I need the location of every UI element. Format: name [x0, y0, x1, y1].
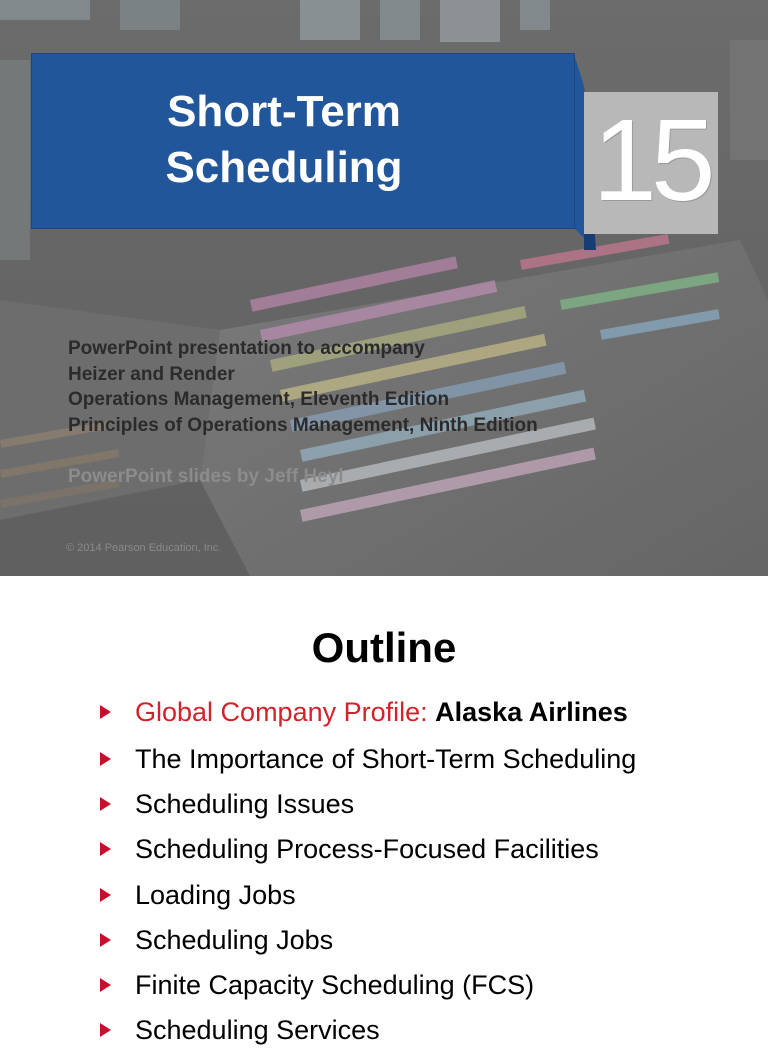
outline-item-text: Scheduling Services [135, 1015, 380, 1045]
triangle-bullet-icon [100, 1023, 111, 1037]
outline-item-text: Alaska Airlines [435, 697, 628, 727]
outline-item-text: The Importance of Short-Term Scheduling [135, 744, 637, 774]
slides-credit: PowerPoint slides by Jeff Heyl [68, 466, 344, 487]
outline-item-text: Scheduling Jobs [135, 925, 334, 955]
subtitle-line: Operations Management, Eleventh Edition [68, 389, 450, 410]
triangle-bullet-icon [100, 978, 111, 992]
triangle-bullet-icon [100, 752, 111, 766]
chapter-number-box [584, 92, 718, 234]
outline-slide [0, 576, 768, 1045]
copyright-notice: © 2014 Pearson Education, Inc. [66, 542, 222, 554]
outline-item-text: Loading Jobs [135, 880, 296, 910]
triangle-bullet-icon [100, 888, 111, 902]
outline-item-text: Scheduling Process-Focused Facilities [135, 834, 599, 864]
subtitle-line: Principles of Operations Management, Ninth Edition [68, 414, 538, 436]
triangle-bullet-icon [100, 797, 111, 811]
chapter-number: 15 [592, 95, 710, 225]
subtitle-block [68, 336, 748, 438]
triangle-bullet-icon [100, 842, 111, 856]
outline-title: Outline [311, 624, 457, 671]
slide-title-line-1: Short-Term [167, 87, 401, 136]
subtitle-line: PowerPoint presentation to accompany [68, 338, 425, 359]
outline-item-prefix: Global Company Profile: [135, 697, 436, 727]
title-box [32, 54, 574, 228]
outline-item-text: Scheduling Issues [135, 789, 355, 819]
outline-item-text: Finite Capacity Scheduling (FCS) [135, 970, 535, 1000]
subtitle-line: Heizer and Render [68, 363, 235, 385]
triangle-bullet-icon [100, 705, 111, 719]
triangle-bullet-icon [100, 933, 111, 947]
slide-title-line-2: Scheduling [165, 143, 403, 192]
